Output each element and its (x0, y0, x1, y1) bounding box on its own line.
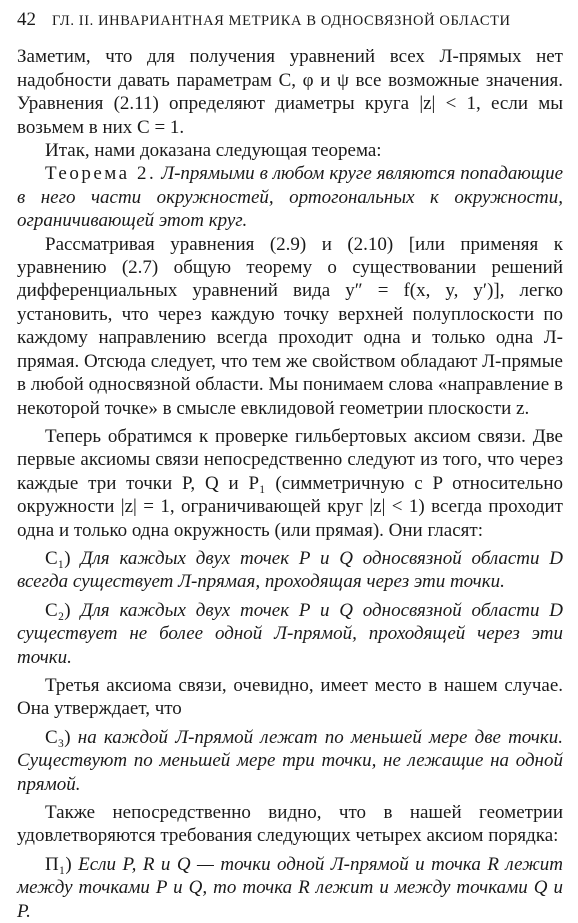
axiom-c3 (17, 726, 563, 796)
axiom-c2-label: C₂) (45, 599, 71, 621)
paragraph-2: Итак, нами доказана следующая теорема: (45, 140, 382, 162)
axiom-pi1-label: П₁) (45, 853, 72, 875)
page-header (17, 8, 563, 33)
axiom-pi1 (17, 853, 563, 923)
axiom-c3-label: C₃) (45, 726, 71, 748)
axiom-c1-label: C₁) (45, 547, 71, 569)
paragraph-1: Заметим, что для получения уравнений всех Л-прямых нет надобности давать параметрам C, φ и ψ все возможные значения. Уравнения (2.11) определяют диаметры круга |z| < 1, если мы возьмем в них C = 1. (17, 46, 563, 138)
paragraph-4: Рассматривая уравнения (2.9) и (2.10) [или применяя к уравнению (2.7) общую теорему о существовании решений дифференциальных уравнений вида y″ = f(x, y, y′)], легко установить, что через каждую точку верхней полуплоскости по каждому направлению всегда проходит одна и только одна Л-прямая. Отсюда следует, что тем же свойством обладают Л-прямые в любой односвязной области. Мы понимаем слова «направление в некоторой точке» в смысле евклидовой геометрии плоскости z. (17, 233, 563, 419)
paragraph-6: Третья аксиома связи, очевидно, имеет место в нашем случае. Она утверждает, что (17, 674, 563, 720)
theorem-label: Теорема 2. (45, 163, 157, 185)
paragraph-7: Также непосредственно видно, что в нашей геометрии удовлетворяются требования следующих четырех аксиом порядка: (17, 802, 563, 847)
axiom-c2-text: Для каждых двух точек P и Q односвязной области D существует не более одной Л-прямой, проходящей через эти точки. (17, 599, 564, 668)
axiom-c1-text: Для каждых двух точек P и Q односвязной области D всегда существует Л-прямая, проходящая через эти точки. (17, 547, 564, 593)
paragraph-5: Теперь обратимся к проверке гильбертовых аксиом связи. Две первые аксиомы связи непосредственно следуют из того, что через каждые три точки P, Q и P₁ (симметричную с P относительно окружности |z| = 1, ограничивающей круг |z| < 1) всегда проходит одна и только одна окружность (или прямая). Они гласят: (17, 425, 563, 541)
axiom-c1 (17, 547, 563, 594)
page-number: 42 (17, 9, 36, 30)
axiom-c3-text: на каждой Л-прямой лежат по меньшей мере две точки. Существуют по меньшей мере три точки, не лежащие на одной прямой. (17, 726, 563, 795)
axiom-c2 (17, 599, 563, 669)
theorem-text: Л-прямыми в любом круге являются попадающие в него части окружностей, ортогональных к окружности, ограничивающей этот круг. (17, 163, 564, 232)
theorem-2 (17, 162, 563, 232)
axiom-pi1-text: Если P, R и Q — точки одной Л-прямой и точка R лежит между точками P и Q, то точка R лежит и между точками Q и P. (17, 853, 563, 922)
book-page (17, 8, 563, 923)
running-title: ГЛ. II. ИНВАРИАНТНАЯ МЕТРИКА В ОДНОСВЯЗНОЙ ОБЛАСТИ (52, 13, 511, 29)
